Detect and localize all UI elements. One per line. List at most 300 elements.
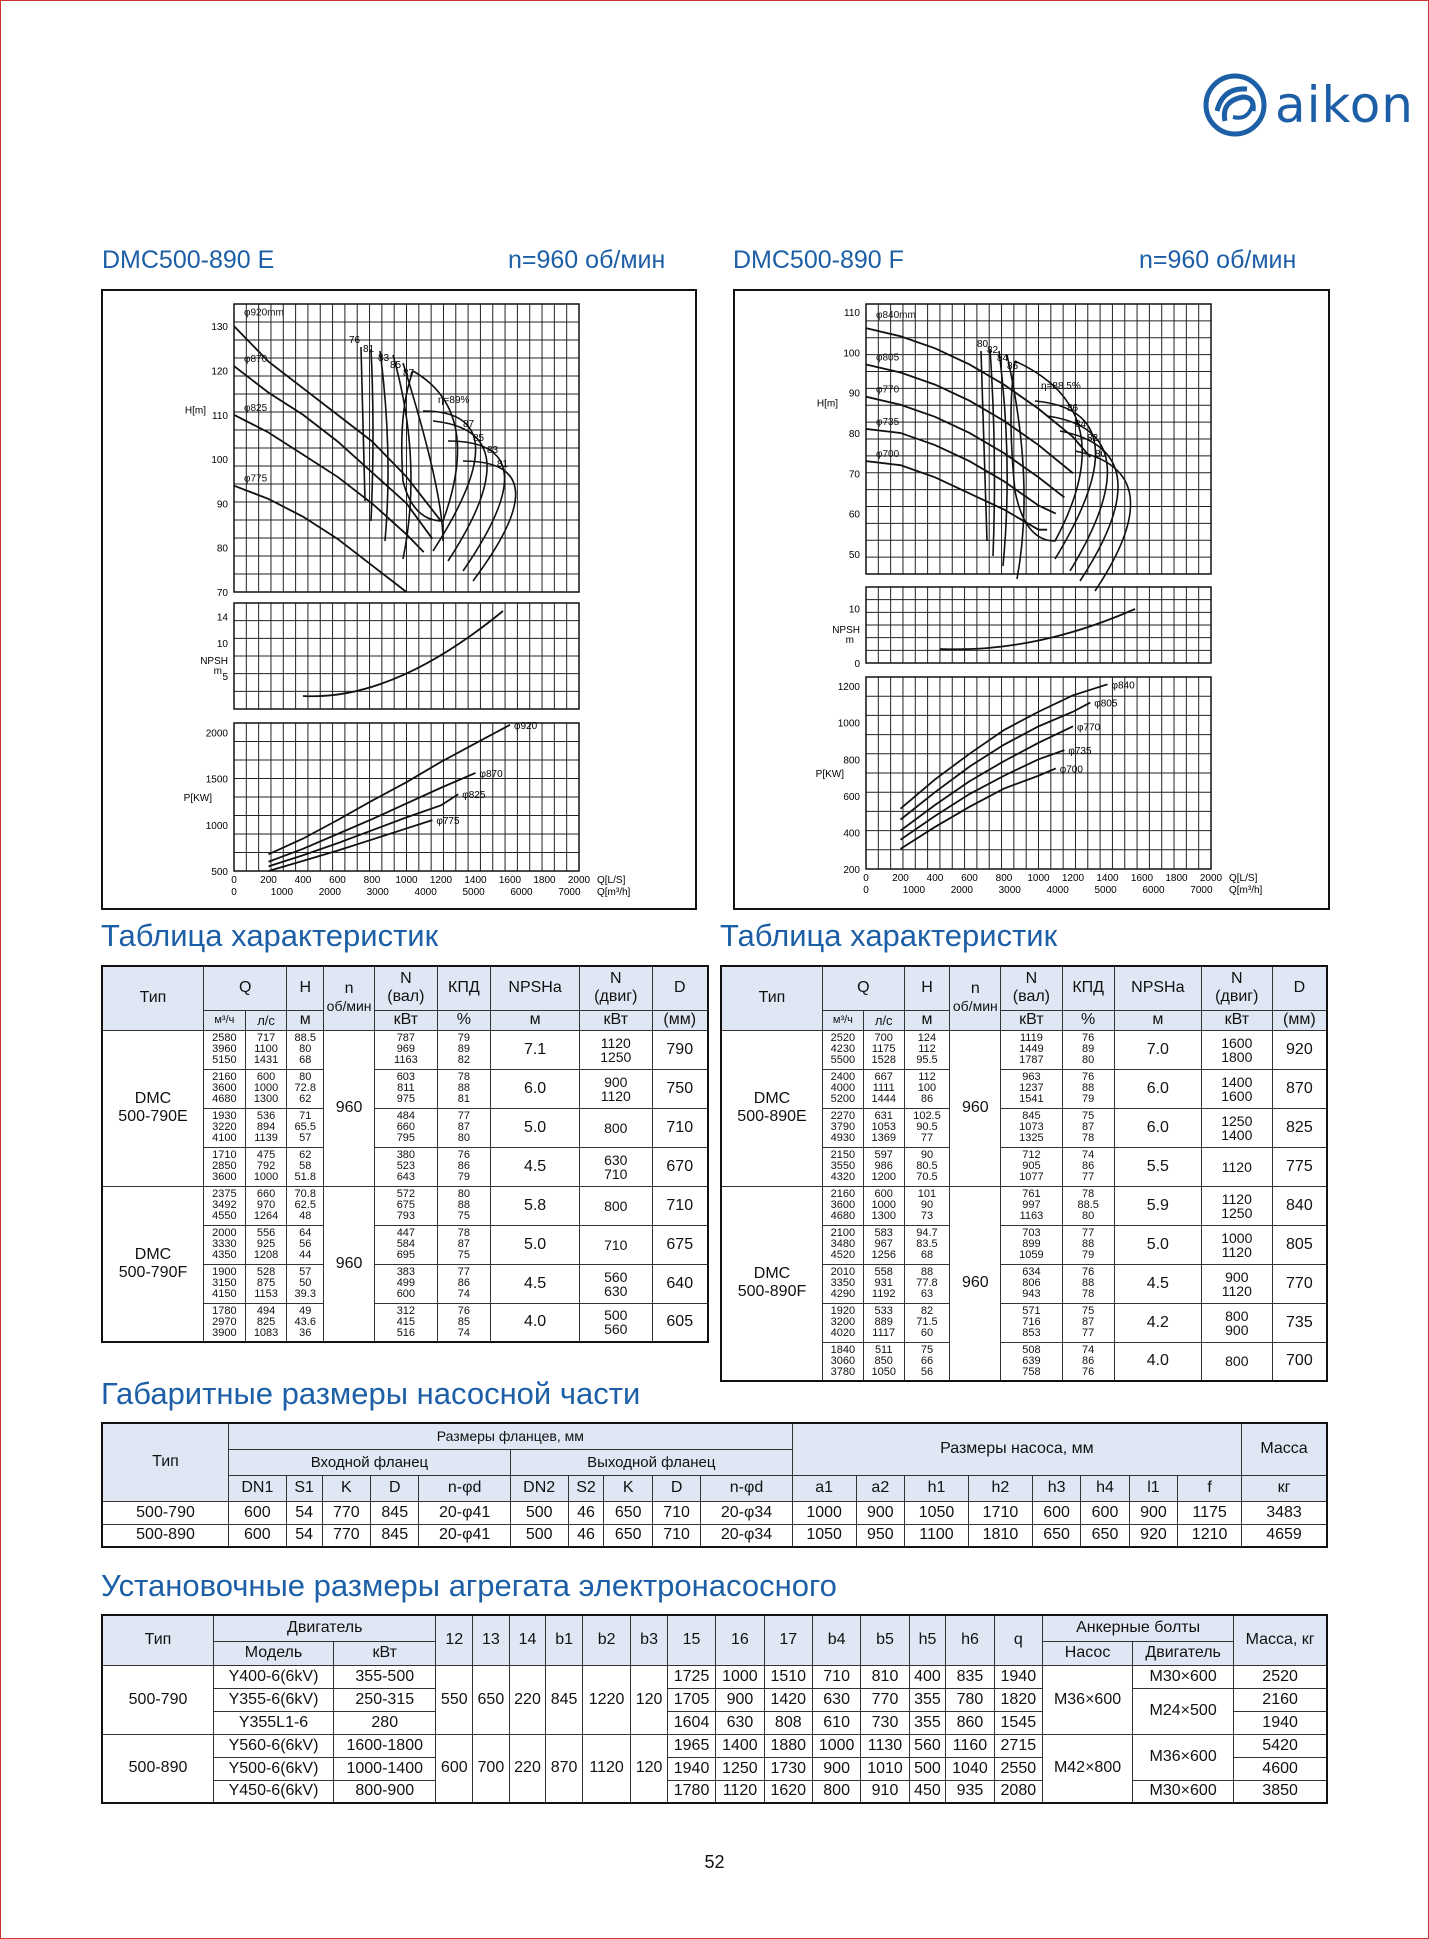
dim-cell: 845 <box>546 1665 583 1734</box>
q-ls-cell: 583 967 1256 <box>863 1225 904 1264</box>
efficiency-cell: 76 89 80 <box>1062 1030 1114 1069</box>
q-m3h-cell: 1900 3150 4150 <box>204 1264 246 1303</box>
speed-cell: 960 <box>324 1030 375 1186</box>
npsh-cell: 7.0 <box>1114 1030 1201 1069</box>
dim-cell: 220 <box>509 1734 546 1803</box>
x-tick-label: 1200 <box>1061 873 1085 884</box>
table-row <box>721 1186 1327 1225</box>
x-tick-label: 3000 <box>366 887 389 898</box>
diameter-cell: 710 <box>652 1186 708 1225</box>
dim-cell: 910 <box>861 1780 909 1803</box>
dim-cell: 20-φ41 <box>419 1501 510 1524</box>
column-header: K <box>604 1475 652 1501</box>
dim-cell: 1160 <box>946 1734 994 1757</box>
dim-cell: 1050 <box>792 1524 856 1547</box>
y-tick-label: 130 <box>211 322 228 334</box>
dim-cell: 1210 <box>1178 1524 1242 1547</box>
dim-cell: 1050 <box>905 1501 969 1524</box>
dim-cell: 2080 <box>994 1780 1042 1803</box>
shaft-power-cell: 703 899 1059 <box>1001 1225 1062 1264</box>
q-m3h-cell: 2000 3330 4350 <box>204 1225 246 1264</box>
dim-cell: 810 <box>861 1665 909 1688</box>
table-row <box>102 1030 708 1069</box>
efficiency-cell: 76 88 78 <box>1062 1264 1114 1303</box>
npsh-cell: 5.8 <box>491 1186 580 1225</box>
power-curve-label: φ870 <box>479 768 503 780</box>
dim-cell: 450 <box>909 1780 946 1803</box>
diameter-cell: 750 <box>652 1069 708 1108</box>
diameter-cell: 805 <box>1272 1225 1327 1264</box>
head-cell: 62 58 51.8 <box>287 1147 324 1186</box>
dim-cell: 1100 <box>905 1524 969 1547</box>
x-tick-label: 1000 <box>395 875 418 886</box>
q-ls-cell: 511 850 1050 <box>863 1342 904 1381</box>
efficiency-label: 80 <box>977 339 989 350</box>
diameter-cell: 790 <box>652 1030 708 1069</box>
motor-kw-cell: 355-500 <box>334 1665 436 1688</box>
dim-cell: 600 <box>1032 1501 1080 1524</box>
unit-h: м <box>904 1010 950 1030</box>
model-cell: DMC 500-890F <box>721 1186 823 1381</box>
npsh-cell: 5.5 <box>1114 1147 1201 1186</box>
npsh-cell: 4.0 <box>491 1303 580 1342</box>
efficiency-cell: 78 88.5 80 <box>1062 1186 1114 1225</box>
efficiency-label: 87 <box>463 419 475 430</box>
dims-table <box>101 1422 1328 1548</box>
y-axis-label: NPSH <box>832 625 860 636</box>
table-row <box>102 1501 1327 1524</box>
y-tick-label: 10 <box>216 638 228 650</box>
header-n: n об/мин <box>950 966 1001 1030</box>
power-curve-label: φ770 <box>1077 722 1101 734</box>
x-tick-label: 7000 <box>1190 885 1213 896</box>
header-npsh: NPSHa <box>1114 966 1201 1010</box>
x-axis-label: Q[m³/h] <box>597 887 631 898</box>
dim-cell: 870 <box>546 1734 583 1803</box>
head-cell: 88 77.8 63 <box>904 1264 950 1303</box>
dim-cell: 355 <box>909 1711 946 1734</box>
diameter-cell: 710 <box>652 1108 708 1147</box>
q-ls-cell: 660 970 1264 <box>245 1186 287 1225</box>
model-cell: 500-890 <box>102 1524 229 1547</box>
perf-table-right <box>720 965 1328 1382</box>
npsh-cell: 6.0 <box>1114 1069 1201 1108</box>
table-row <box>102 1524 1327 1547</box>
motor-power-cell: 900 1120 <box>1201 1264 1272 1303</box>
table-row <box>721 966 1327 1010</box>
motor-power-cell: 1120 1250 <box>580 1030 652 1069</box>
header-flanges: Размеры фланцев, мм <box>229 1423 793 1449</box>
page-number: 52 <box>704 1852 725 1872</box>
header-model: Модель <box>214 1641 334 1665</box>
shaft-power-cell: 508 639 758 <box>1001 1342 1062 1381</box>
efficiency-contour <box>981 351 987 541</box>
dim-cell: 600 <box>229 1524 287 1547</box>
header-mass: Масса, кг <box>1234 1615 1327 1665</box>
dim-cell: 46 <box>568 1524 604 1547</box>
dim-cell: 1940 <box>667 1757 715 1780</box>
motor-power-cell: 800 <box>580 1186 652 1225</box>
power-curve <box>901 768 1056 848</box>
q-m3h-cell: 2270 3790 4930 <box>823 1108 864 1147</box>
model-cell: DMC 500-790F <box>102 1186 204 1342</box>
efficiency-label: 82 <box>1087 433 1099 444</box>
efficiency-label: 81 <box>363 344 375 355</box>
q-m3h-cell: 1840 3060 3780 <box>823 1342 864 1381</box>
npsh-cell: 4.5 <box>491 1264 580 1303</box>
efficiency-label: 81 <box>497 459 509 470</box>
x-tick-label: 0 <box>863 873 869 884</box>
motor-model-cell: Y500-6(6kV) <box>214 1757 334 1780</box>
header-d: D <box>652 966 708 1010</box>
y-tick-label: 80 <box>848 428 860 440</box>
dim-cell: 1000 <box>792 1501 856 1524</box>
motor-power-cell: 800 <box>1201 1342 1272 1381</box>
brand-logo <box>1203 73 1414 137</box>
x-tick-label: 1400 <box>464 875 487 886</box>
shaft-power-cell: 634 806 943 <box>1001 1264 1062 1303</box>
panel-gap <box>234 593 579 602</box>
dim-cell: 1420 <box>764 1688 812 1711</box>
header-n-shaft: N (вал) <box>1001 966 1062 1010</box>
q-ls-cell: 533 889 1117 <box>863 1303 904 1342</box>
y-tick-label: 100 <box>843 348 860 360</box>
y-tick-label: 1500 <box>205 774 228 786</box>
dim-cell: 20-φ34 <box>701 1524 792 1547</box>
q-m3h-cell: 1930 3220 4100 <box>204 1108 246 1147</box>
motor-power-cell: 800 900 <box>1201 1303 1272 1342</box>
anchor-motor-cell: M30×600 <box>1133 1665 1234 1688</box>
q-m3h-cell: 2100 3480 4520 <box>823 1225 864 1264</box>
unit-d: (мм) <box>1272 1010 1327 1030</box>
dim-cell: 935 <box>946 1780 994 1803</box>
dim-cell: 845 <box>371 1524 419 1547</box>
shaft-power-cell: 845 1073 1325 <box>1001 1108 1062 1147</box>
npsh-cell: 4.2 <box>1114 1303 1201 1342</box>
panel-gap <box>866 664 1211 676</box>
dim-cell: 800 <box>812 1780 860 1803</box>
dim-cell: 1510 <box>764 1665 812 1688</box>
motor-kw-cell: 1000-1400 <box>334 1757 436 1780</box>
npsh-cell: 6.0 <box>1114 1108 1201 1147</box>
q-ls-cell: 558 931 1192 <box>863 1264 904 1303</box>
shaft-power-cell: 447 584 695 <box>375 1225 438 1264</box>
diameter-cell: 770 <box>1272 1264 1327 1303</box>
dim-cell: 630 <box>812 1688 860 1711</box>
x-tick-label: 600 <box>329 875 346 886</box>
q-m3h-cell: 1780 2970 3900 <box>204 1303 246 1342</box>
unit-n: об/мин <box>952 998 998 1015</box>
x-tick-label: 6000 <box>1142 885 1165 896</box>
npsh-curve <box>940 609 1135 649</box>
x-tick-label: 400 <box>926 873 944 884</box>
efficiency-label: η=88.5% <box>1041 381 1081 392</box>
header-eff: КПД <box>1062 966 1114 1010</box>
dim-cell: 650 <box>473 1665 510 1734</box>
npsh-cell: 5.0 <box>1114 1225 1201 1264</box>
perf-title-right: Таблица характеристик <box>720 918 1058 953</box>
chart-f-speed: n=960 об/мин <box>1139 246 1297 274</box>
head-curve <box>866 461 1047 530</box>
motor-power-cell: 1000 1120 <box>1201 1225 1272 1264</box>
x-tick-label: 1800 <box>1165 873 1188 884</box>
dim-cell: 710 <box>652 1501 700 1524</box>
motor-power-cell: 1250 1400 <box>1201 1108 1272 1147</box>
y-axis-label: m <box>845 635 854 646</box>
head-curve-label: φ920mm <box>244 307 284 319</box>
y-tick-label: 200 <box>843 865 860 876</box>
column-header: 12 <box>436 1615 473 1665</box>
x-tick-label: 1600 <box>498 875 522 886</box>
dim-cell: 650 <box>1081 1524 1129 1547</box>
q-ls-cell: 597 986 1200 <box>863 1147 904 1186</box>
dim-cell: 900 <box>716 1688 764 1711</box>
power-curve-label: φ735 <box>1068 746 1092 758</box>
dim-cell: 54 <box>286 1524 322 1547</box>
x-tick-label: 4000 <box>414 887 437 898</box>
chart-f-svg <box>735 291 1328 908</box>
npsh-cell: 5.9 <box>1114 1186 1201 1225</box>
head-curve <box>866 397 1064 498</box>
x-tick-label: 1000 <box>1027 873 1050 884</box>
header-inlet: Входной фланец <box>229 1449 511 1475</box>
diameter-cell: 825 <box>1272 1108 1327 1147</box>
motor-power-cell: 1120 <box>1201 1147 1272 1186</box>
header-pump-dims: Размеры насоса, мм <box>792 1423 1241 1475</box>
unit-n-motor: кВт <box>1201 1010 1272 1030</box>
efficiency-cell: 74 86 76 <box>1062 1342 1114 1381</box>
motor-power-cell: 800 <box>580 1108 652 1147</box>
table-row <box>721 1030 1327 1069</box>
y-tick-label: 50 <box>848 549 860 561</box>
dim-cell: 770 <box>322 1524 370 1547</box>
model-group-cell: 500-890 <box>102 1734 214 1803</box>
header-q: Q <box>204 966 287 1010</box>
x-axis-label: Q[L/S] <box>1229 873 1258 884</box>
q-ls-cell: 631 1053 1369 <box>863 1108 904 1147</box>
dim-cell: 1730 <box>764 1757 812 1780</box>
column-header: h4 <box>1081 1475 1129 1501</box>
motor-power-cell: 630 710 <box>580 1147 652 1186</box>
x-tick-label: 1800 <box>533 875 556 886</box>
motor-power-cell: 1400 1600 <box>1201 1069 1272 1108</box>
column-header: h6 <box>946 1615 994 1665</box>
power-curve-label: φ805 <box>1094 698 1118 710</box>
model-cell: 500-790 <box>102 1501 229 1524</box>
head-curve-label: φ735 <box>876 416 900 428</box>
y-tick-label: 90 <box>216 499 228 511</box>
efficiency-label: 80 <box>1095 449 1107 460</box>
shaft-power-cell: 383 499 600 <box>375 1264 438 1303</box>
dim-cell: 600 <box>1081 1501 1129 1524</box>
y-tick-label: 1000 <box>205 820 228 832</box>
perf-table-left <box>101 965 709 1343</box>
table-row <box>102 1423 1327 1449</box>
column-header: h1 <box>905 1475 969 1501</box>
dim-cell: 500 <box>510 1524 568 1547</box>
dim-cell: 780 <box>946 1688 994 1711</box>
shaft-power-cell: 761 997 1163 <box>1001 1186 1062 1225</box>
head-cell: 101 90 73 <box>904 1186 950 1225</box>
dim-cell: 860 <box>946 1711 994 1734</box>
diameter-cell: 670 <box>652 1147 708 1186</box>
npsh-cell: 5.0 <box>491 1225 580 1264</box>
dim-cell: 550 <box>436 1665 473 1734</box>
header-type: Тип <box>102 1615 214 1665</box>
perf-title-left: Таблица характеристик <box>101 918 439 953</box>
unit-npsh: м <box>491 1010 580 1030</box>
table-row <box>102 1780 1327 1803</box>
dim-cell: 1705 <box>667 1688 715 1711</box>
header-anchor: Анкерные болты <box>1043 1615 1234 1641</box>
y-tick-label: 800 <box>843 755 860 767</box>
dim-cell: 1120 <box>582 1734 630 1803</box>
head-cell: 70.8 62.5 48 <box>287 1186 324 1225</box>
dim-cell: 1604 <box>667 1711 715 1734</box>
mass-cell: 3850 <box>1234 1780 1327 1803</box>
head-cell: 124 112 95.5 <box>904 1030 950 1069</box>
mass-cell: 5420 <box>1234 1734 1327 1757</box>
y-tick-label: 1000 <box>837 718 860 730</box>
efficiency-label: 83 <box>487 445 499 456</box>
column-header: S2 <box>568 1475 604 1501</box>
x-tick-label: 1000 <box>902 885 926 896</box>
head-cell: 82 71.5 60 <box>904 1303 950 1342</box>
x-tick-label: 5000 <box>1094 885 1117 896</box>
anchor-pump-cell: M42×800 <box>1043 1734 1133 1803</box>
y-tick-label: 0 <box>854 659 860 670</box>
dim-cell: 900 <box>812 1757 860 1780</box>
dim-cell: 600 <box>229 1501 287 1524</box>
motor-power-cell: 500 560 <box>580 1303 652 1342</box>
head-cell: 64 56 44 <box>287 1225 324 1264</box>
chart-e-box <box>101 289 697 910</box>
head-cell: 102.5 90.5 77 <box>904 1108 950 1147</box>
q-ls-cell: 717 1100 1431 <box>245 1030 287 1069</box>
diameter-cell: 640 <box>652 1264 708 1303</box>
efficiency-cell: 79 89 82 <box>437 1030 490 1069</box>
shaft-power-cell: 787 969 1163 <box>375 1030 438 1069</box>
motor-model-cell: Y355L1-6 <box>214 1711 334 1734</box>
dim-cell: 1250 <box>716 1757 764 1780</box>
dim-cell: 650 <box>1032 1524 1080 1547</box>
dim-cell: 4659 <box>1242 1524 1327 1547</box>
q-ls-cell: 528 875 1153 <box>245 1264 287 1303</box>
column-header: h2 <box>968 1475 1032 1501</box>
y-tick-label: 70 <box>216 588 228 599</box>
header-eff: КПД <box>437 966 490 1010</box>
x-tick-label: 400 <box>294 875 312 886</box>
dim-cell: 730 <box>861 1711 909 1734</box>
header-h: H <box>904 966 950 1010</box>
diameter-cell: 605 <box>652 1303 708 1342</box>
efficiency-contour <box>1035 401 1096 559</box>
unit-q1: м³/ч <box>204 1010 246 1030</box>
unit-q2: л/с <box>863 1010 904 1030</box>
power-curve-label: φ700 <box>1059 764 1083 776</box>
x-tick-label: 5000 <box>462 887 485 898</box>
header-n-motor: N (двиг) <box>1201 966 1272 1010</box>
column-header: DN1 <box>229 1475 287 1501</box>
head-cell: 49 43.6 36 <box>287 1303 324 1342</box>
diameter-cell: 700 <box>1272 1342 1327 1381</box>
efficiency-cell: 77 86 74 <box>437 1264 490 1303</box>
motor-power-cell: 1600 1800 <box>1201 1030 1272 1069</box>
dim-cell: 220 <box>509 1665 546 1734</box>
head-curve-label: φ770 <box>876 384 900 396</box>
y-axis-label: H[m] <box>184 405 206 417</box>
efficiency-cell: 76 86 79 <box>437 1147 490 1186</box>
efficiency-label: 82 <box>987 345 999 356</box>
y-tick-label: 400 <box>843 828 860 840</box>
head-curve-label: φ700 <box>876 449 900 461</box>
dim-cell: 710 <box>652 1524 700 1547</box>
q-m3h-cell: 2160 3600 4680 <box>823 1186 864 1225</box>
x-tick-label: 0 <box>231 887 237 898</box>
q-m3h-cell: 2400 4000 5200 <box>823 1069 864 1108</box>
dim-cell: 710 <box>812 1665 860 1688</box>
mass-cell: 1940 <box>1234 1711 1327 1734</box>
efficiency-label: 76 <box>349 335 361 346</box>
model-cell: DMC 500-790E <box>102 1030 204 1186</box>
dim-cell: 1000 <box>716 1665 764 1688</box>
dim-cell: 1040 <box>946 1757 994 1780</box>
column-header: DN2 <box>510 1475 568 1501</box>
motor-model-cell: Y355-6(6kV) <box>214 1688 334 1711</box>
q-ls-cell: 536 894 1139 <box>245 1108 287 1147</box>
dim-cell: 355 <box>909 1688 946 1711</box>
dim-cell: 500 <box>909 1757 946 1780</box>
y-tick-label: 120 <box>211 366 228 378</box>
unit-npsh: м <box>1114 1010 1201 1030</box>
power-curve-label: φ920 <box>514 720 538 732</box>
dim-cell: 950 <box>856 1524 904 1547</box>
motor-power-cell: 1120 1250 <box>1201 1186 1272 1225</box>
y-axis-label: P[KW] <box>183 793 212 804</box>
diameter-cell: 920 <box>1272 1030 1327 1069</box>
head-cell: 80 72.8 62 <box>287 1069 324 1108</box>
shaft-power-cell: 572 675 793 <box>375 1186 438 1225</box>
dim-cell: 3483 <box>1242 1501 1327 1524</box>
motor-kw-cell: 280 <box>334 1711 436 1734</box>
header-type: Тип <box>721 966 823 1030</box>
head-cell: 94.7 83.5 68 <box>904 1225 950 1264</box>
table-row <box>102 1186 708 1225</box>
dim-cell: 54 <box>286 1501 322 1524</box>
dim-cell: 845 <box>371 1501 419 1524</box>
head-cell: 88.5 80 68 <box>287 1030 324 1069</box>
diameter-cell: 675 <box>652 1225 708 1264</box>
dim-cell: 770 <box>861 1688 909 1711</box>
y-tick-label: 110 <box>844 308 860 320</box>
dim-cell: 400 <box>909 1665 946 1688</box>
dim-cell: 1175 <box>1178 1501 1242 1524</box>
efficiency-label: 86 <box>1067 403 1079 414</box>
unit-n-shaft: кВт <box>375 1010 438 1030</box>
dim-cell: 1940 <box>994 1665 1042 1688</box>
q-m3h-cell: 2160 3600 4680 <box>204 1069 246 1108</box>
y-tick-label: 500 <box>211 867 228 878</box>
header-anchor-pump: Насос <box>1043 1641 1133 1665</box>
y-axis-label: NPSH <box>200 656 228 667</box>
shaft-power-cell: 1119 1449 1787 <box>1001 1030 1062 1069</box>
q-ls-cell: 600 1000 1300 <box>245 1069 287 1108</box>
y-tick-label: 1200 <box>837 682 860 694</box>
column-header: n-φd <box>701 1475 792 1501</box>
head-curve <box>866 429 1056 514</box>
dim-cell: 2550 <box>994 1757 1042 1780</box>
efficiency-label: 87 <box>403 368 415 379</box>
